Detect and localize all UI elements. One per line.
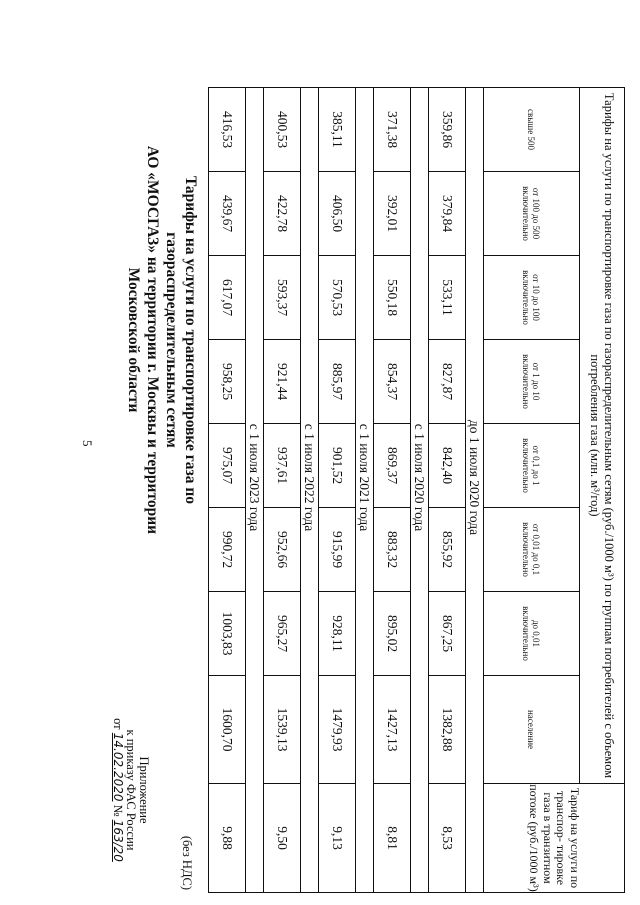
title-line-1: Тарифы на услуги по транспортировке газа по газораспределительным сетям [163,175,199,505]
tariff-value: 842,40 [429,424,466,508]
tariff-value: 400,53 [264,88,301,172]
title-line-2: АО «МОСГАЗ» на территории г. Москвы и территории Московской области [125,145,161,535]
tariff-value: 1539,13 [264,676,301,784]
period-spacer [301,88,319,172]
tariff-value: 1427,13 [374,676,411,784]
approval-number-prefix: № [111,804,125,817]
approval-line-1: Приложение [137,756,151,824]
document-title [124,130,200,550]
tariff-value: 533,11 [429,256,466,340]
tariff-value: 416,53 [209,88,246,172]
tariff-value: 895,02 [374,592,411,676]
period-row [246,88,264,893]
tariff-value: 921,44 [264,340,301,424]
tariff-value: 952,66 [264,508,301,592]
approval-line-3 [111,700,124,880]
period-label: с 1 июля 2023 года [246,172,264,784]
group-header: Тарифы на услуги по транспортировке газа по газораспределительным сетям (руб./1000 м³) по группам потребителей с объемом потребления газа (млн. м³/год) [580,88,625,784]
period-label: до 1 июля 2020 года [466,172,484,784]
column-header-row [484,88,580,893]
column-header: свыше 500 [484,88,580,172]
tariff-value: 8,81 [374,784,411,893]
column-header: от 0,1 до 1 включительно [484,424,580,508]
column-header: население [484,676,580,784]
tariff-value: 855,92 [429,508,466,592]
tariff-value: 9,88 [209,784,246,893]
tariff-value: 422,78 [264,172,301,256]
tariff-value: 928,11 [319,592,356,676]
tariff-value: 885,97 [319,340,356,424]
header-row [580,88,625,893]
column-header: до 0,01 включительно [484,592,580,676]
tariff-value: 1382,88 [429,676,466,784]
transit-header: Тариф на услуги по транспор- тировке газа в транзитном потоке (руб./1000 м³) [484,784,625,893]
tariff-value: 379,84 [429,172,466,256]
period-spacer [356,784,374,893]
period-spacer [466,784,484,893]
tariff-value: 854,37 [374,340,411,424]
approval-block [111,700,150,880]
tariff-value: 827,87 [429,340,466,424]
approval-line-2: к приказу ФАС России [124,729,138,851]
tariff-value: 965,27 [264,592,301,676]
tariff-value: 867,25 [429,592,466,676]
tariff-value: 406,50 [319,172,356,256]
period-label: с 1 июля 2021 года [356,172,374,784]
tariff-value: 1479,93 [319,676,356,784]
period-row [411,88,429,893]
period-spacer [411,88,429,172]
approval-date: 14.02.2020 [111,732,125,802]
tariff-value: 359,86 [429,88,466,172]
period-spacer [301,784,319,893]
page-number: 5 [80,440,95,447]
column-header: от 0,01 до 0,1 включительно [484,508,580,592]
tariff-value: 9,50 [264,784,301,893]
tariff-value: 439,67 [209,172,246,256]
table-row [209,88,246,893]
period-spacer [246,88,264,172]
approval-date-prefix: от [111,718,125,730]
table-row [429,88,466,893]
period-spacer [356,88,374,172]
tariff-value: 937,61 [264,424,301,508]
tariff-value: 392,01 [374,172,411,256]
column-header: от 10 до 100 включительно [484,256,580,340]
period-row [466,88,484,893]
column-header: от 100 до 500 включительно [484,172,580,256]
table-row [319,88,356,893]
tariff-value: 550,18 [374,256,411,340]
tariff-value: 570,53 [319,256,356,340]
tariff-value: 1600,70 [209,676,246,784]
period-spacer [411,784,429,893]
tariff-value: 593,37 [264,256,301,340]
tariff-value: 371,38 [374,88,411,172]
table-row [374,88,411,893]
tariff-value: 617,07 [209,256,246,340]
column-header: от 1 до 10 включительно [484,340,580,424]
tariff-value: 8,53 [429,784,466,893]
tariff-value: 975,07 [209,424,246,508]
period-spacer [466,88,484,172]
tariff-value: 9,13 [319,784,356,893]
tariff-value: 901,52 [319,424,356,508]
table-row [264,88,301,893]
period-row [301,88,319,893]
tariff-value: 958,25 [209,340,246,424]
tariff-value: 1003,83 [209,592,246,676]
tariff-value: 883,32 [374,508,411,592]
tariff-value: 990,72 [209,508,246,592]
tariff-table [208,87,625,893]
tariff-value: 915,99 [319,508,356,592]
period-label: с 1 июля 2020 года [411,172,429,784]
period-row [356,88,374,893]
period-label: с 1 июля 2022 года [301,172,319,784]
period-spacer [246,784,264,893]
tariff-value: 385,11 [319,88,356,172]
tariff-value: 869,37 [374,424,411,508]
vat-note: (без НДС) [180,835,194,890]
approval-number: 163/20 [111,819,125,862]
